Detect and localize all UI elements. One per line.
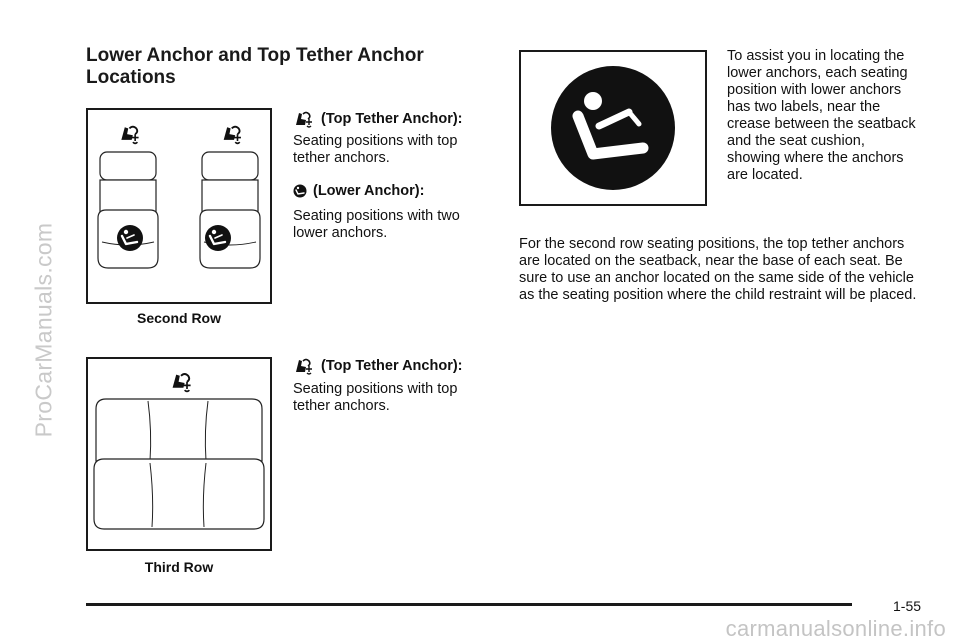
second-row-seats-illustration [88, 110, 270, 302]
second-row-right-seat [200, 127, 260, 268]
top-tether-label: (Top Tether Anchor): [321, 111, 463, 127]
second-row-left-seat [98, 127, 158, 268]
page-number: 1-55 [893, 598, 922, 614]
third-row-bench-illustration [88, 359, 270, 549]
third-row-figure [86, 357, 272, 551]
top-tether-heading [293, 110, 463, 128]
top-tether-anchor-icon [173, 374, 191, 391]
child-seat-lower-anchor-symbol [205, 225, 231, 251]
top-tether-anchor-icon [224, 127, 241, 144]
third-row-top-tether-heading [293, 357, 463, 375]
second-row-tether-paragraph: For the second row seating positions, the top tether anchors are located on the seatback, near the base of each seat. Be sure to use an anchor located on the same side of the vehicle as the seating position where the child restraint will be placed. [519, 236, 917, 303]
bottom-watermark: carmanualsonline.info [725, 616, 946, 641]
third-row-bench-seat [94, 399, 264, 529]
top-tether-description: Seating positions with top tether anchors. [293, 133, 458, 166]
footer-rule [86, 603, 852, 606]
third-row-top-tether-label: (Top Tether Anchor): [321, 358, 463, 374]
top-tether-anchor-icon [121, 127, 138, 144]
side-watermark: ProCarManuals.com [30, 222, 57, 438]
section-heading: Lower Anchor and Top Tether Anchor Locations [86, 45, 424, 88]
third-row-top-tether-description: Seating positions with top tether anchors. [293, 381, 458, 414]
lower-anchor-label-paragraph: To assist you in locating the lower anchors, each seating position with lower anchors has two labels, near the crease between the seatback and the seat cushion, showing where the anchors are located. [727, 48, 916, 183]
second-row-figure [86, 108, 272, 304]
lower-anchor-description: Seating positions with two lower anchors. [293, 208, 460, 241]
lower-anchor-icon [293, 184, 307, 198]
top-tether-anchor-icon [293, 110, 315, 128]
child-seat-lower-anchor-symbol [117, 225, 143, 251]
child-seat-lower-anchor-symbol [521, 52, 705, 204]
third-row-caption: Third Row [144, 559, 214, 575]
top-tether-anchor-icon [293, 357, 315, 375]
lower-anchor-label: (Lower Anchor): [313, 183, 425, 199]
lower-anchor-label-figure [519, 50, 707, 206]
lower-anchor-heading [293, 183, 424, 199]
second-row-caption: Second Row [136, 310, 221, 326]
